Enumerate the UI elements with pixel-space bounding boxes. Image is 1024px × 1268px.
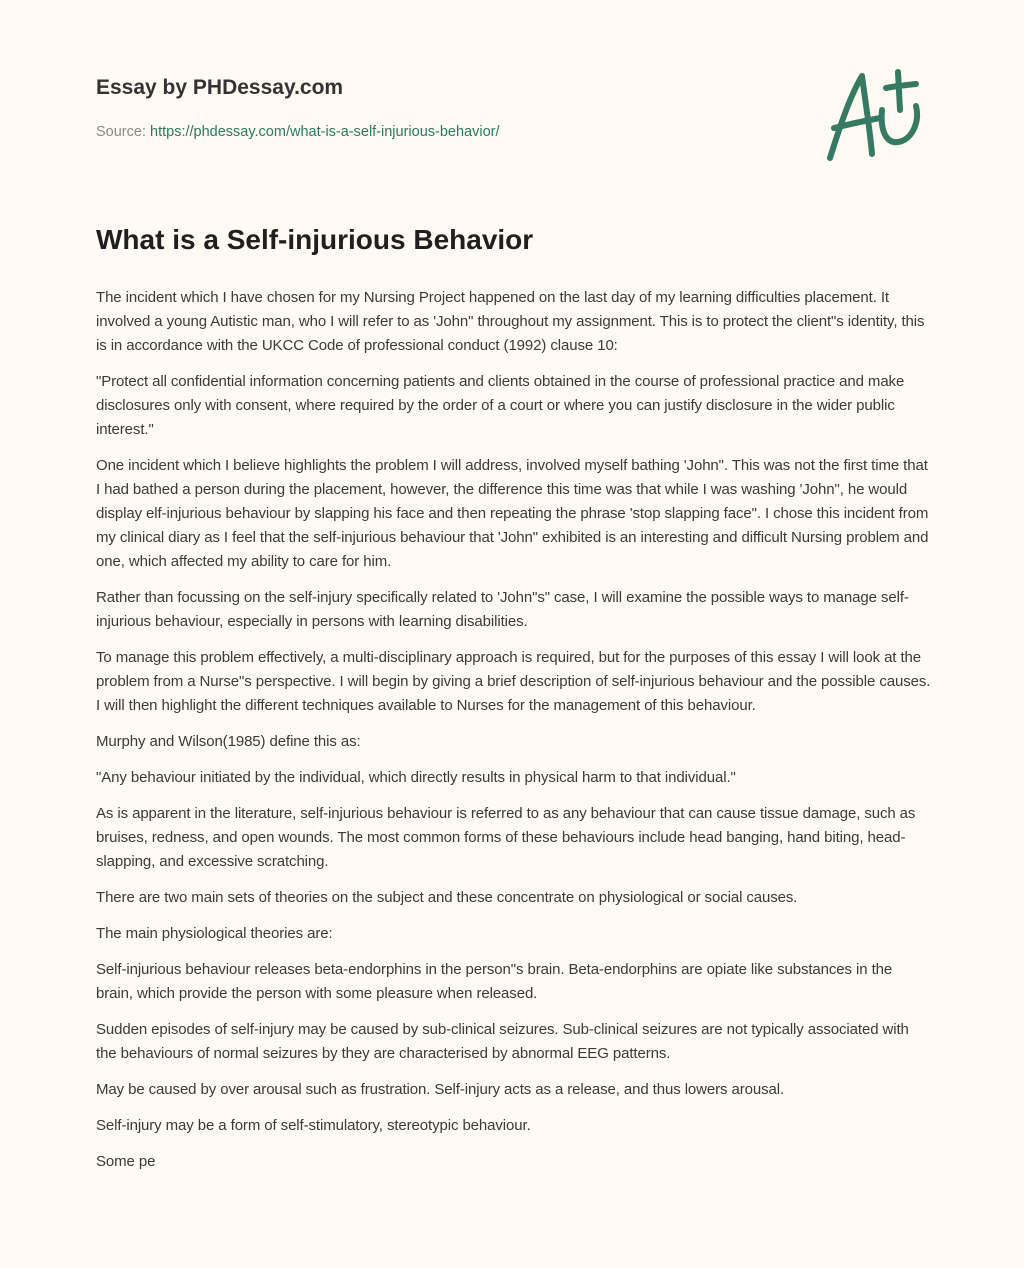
paragraph: Self-injury may be a form of self-stimulatory, stereotypic behaviour.	[96, 1117, 531, 1134]
paragraph: The main physiological theories are:	[96, 925, 333, 942]
paragraph: "Any behaviour initiated by the individual, which directly results in physical harm to that individual."	[96, 769, 736, 786]
paragraph: May be caused by over arousal such as frustration. Self-injury acts as a release, and thus lowers arousal.	[96, 1081, 785, 1098]
essay-body	[96, 286, 932, 1186]
paragraph: "Protect all confidential information concerning patients and clients obtained in the course of professional practice and make disclosures only with consent, where required by the order of a court or where you can justify disclosure in the wider public interest."	[96, 373, 905, 438]
paragraph: Self-injurious behaviour releases beta-endorphins in the person"s brain. Beta-endorphins are opiate like substances in the brain, which provide the person with some pleasure when released.	[96, 961, 893, 1002]
essay-title: What is a Self-injurious Behavior	[96, 224, 534, 255]
paragraph: As is apparent in the literature, self-injurious behaviour is referred to as any behaviour that can cause tissue damage, such as bruises, redness, and open wounds. The most common forms of these behaviours include head banging, hand biting, head-slapping, and excessive scratching.	[96, 805, 916, 870]
source-line	[96, 124, 500, 140]
paragraph: There are two main sets of theories on the subject and these concentrate on physiological or social causes.	[96, 889, 798, 906]
paragraph: One incident which I believe highlights the problem I will address, involved myself bathing 'John". This was not the first time that I had bathed a person during the placement, however, the difference this time was that while I was washing 'John", he would display elf-injurious behaviour by slapping his face and then repeating the phrase 'stop slapping face". I chose this incident from my clinical diary as I feel that the self-injurious behaviour that 'John" exhibited is an interesting and difficult Nursing problem and one, which affected my ability to care for him.	[96, 457, 929, 570]
a-plus-logo-icon	[820, 66, 930, 171]
paragraph: To manage this problem effectively, a multi-disciplinary approach is required, but for the purposes of this essay I will look at the problem from a Nurse"s perspective. I will begin by giving a brief description of self-injurious behaviour and the possible causes. I will then highlight the different techniques available to Nurses for the management of this behaviour.	[96, 649, 931, 714]
source-label: Source:	[96, 124, 146, 140]
source-link[interactable]: https://phdessay.com/what-is-a-self-injurious-behavior/	[150, 124, 500, 140]
paragraph: The incident which I have chosen for my Nursing Project happened on the last day of my learning difficulties placement. It involved a young Autistic man, who I will refer to as 'John" throughout my assignment. This is to protect the client"s identity, this is in accordance with the UKCC Code of professional conduct (1992) clause 10:	[96, 289, 925, 354]
paragraph: Some pe	[96, 1153, 156, 1170]
paragraph: Murphy and Wilson(1985) define this as:	[96, 733, 361, 750]
paragraph: Rather than focussing on the self-injury specifically related to 'John"s" case, I will examine the possible ways to manage self-injurious behaviour, especially in persons with learning disabilities.	[96, 589, 909, 630]
paragraph: Sudden episodes of self-injury may be caused by sub-clinical seizures. Sub-clinical seizures are not typically associated with the behaviours of normal seizures by they are characterised by abnormal EEG patterns.	[96, 1021, 909, 1062]
site-brand: Essay by PHDessay.com	[96, 76, 344, 99]
